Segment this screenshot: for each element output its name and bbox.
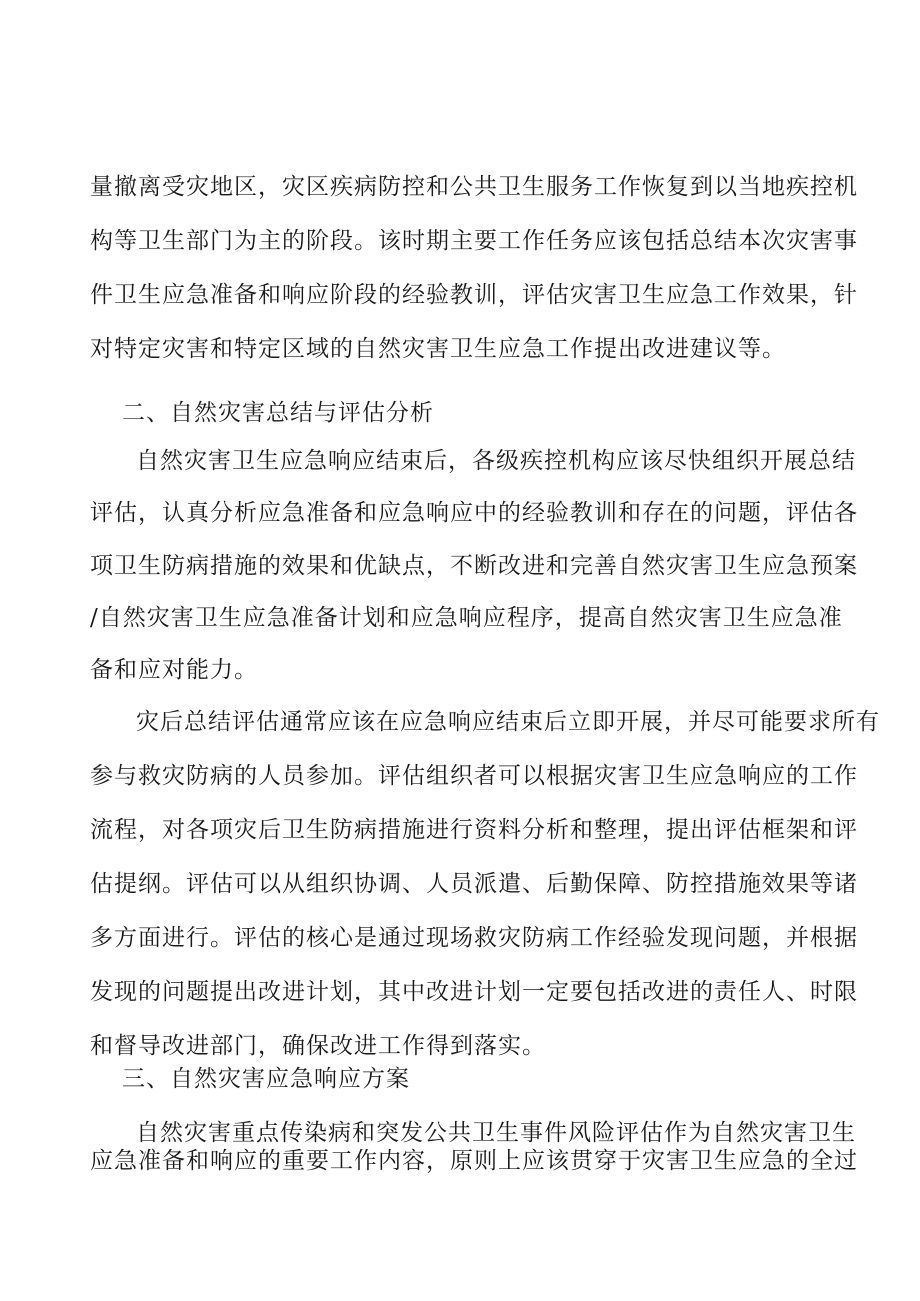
paragraph-line: 件卫生应急准备和响应阶段的经验教训，评估灾害卫生应急工作效果，针 — [90, 282, 858, 308]
paragraph-line: 应急准备和响应的重要工作内容，原则上应该贯穿于灾害卫生应急的全过 — [90, 1148, 858, 1174]
paragraph-line: 多方面进行。评估的核心是通过现场救灾防病工作经验发现问题，并根据 — [90, 925, 858, 951]
paragraph-line: 对特定灾害和特定区域的自然灾害卫生应急工作提出改进建议等。 — [90, 336, 786, 362]
section-heading: 二、自然灾害总结与评估分析 — [122, 400, 434, 426]
paragraph-line: 项卫生防病措施的效果和优缺点，不断改进和完善自然灾害卫生应急预案 — [90, 553, 858, 579]
paragraph-line: 量撤离受灾地区，灾区疾病防控和公共卫生服务工作恢复到以当地疾控机 — [90, 174, 858, 200]
paragraph-line: 发现的问题提出改进计划，其中改进计划一定要包括改进的责任人、时限 — [90, 979, 858, 1005]
paragraph-line: 评估，认真分析应急准备和应急响应中的经验教训和存在的问题，评估各 — [90, 500, 858, 526]
paragraph-line: 流程，对各项灾后卫生防病措施进行资料分析和整理，提出评估框架和评 — [90, 817, 858, 843]
section-heading: 三、自然灾害应急响应方案 — [122, 1066, 410, 1092]
paragraph-line: 灾后总结评估通常应该在应急响应结束后立即开展，并尽可能要求所有 — [136, 709, 880, 735]
paragraph-line: 自然灾害卫生应急响应结束后，各级疾控机构应该尽快组织开展总结 — [136, 448, 856, 474]
paragraph-line: 备和应对能力。 — [90, 657, 258, 683]
paragraph-line: 估提纲。评估可以从组织协调、人员派遣、后勤保障、防控措施效果等诸 — [90, 871, 858, 897]
paragraph-line: 和督导改进部门，确保改进工作得到落实。 — [90, 1033, 546, 1059]
paragraph-line: 自然灾害重点传染病和突发公共卫生事件风险评估作为自然灾害卫生 — [136, 1120, 856, 1146]
paragraph-line: /自然灾害卫生应急准备计划和应急响应程序，提高自然灾害卫生应急准 — [90, 605, 843, 631]
paragraph-line: 构等卫生部门为主的阶段。该时期主要工作任务应该包括总结本次灾害事 — [90, 228, 858, 254]
paragraph-line: 参与救灾防病的人员参加。评估组织者可以根据灾害卫生应急响应的工作 — [90, 763, 858, 789]
